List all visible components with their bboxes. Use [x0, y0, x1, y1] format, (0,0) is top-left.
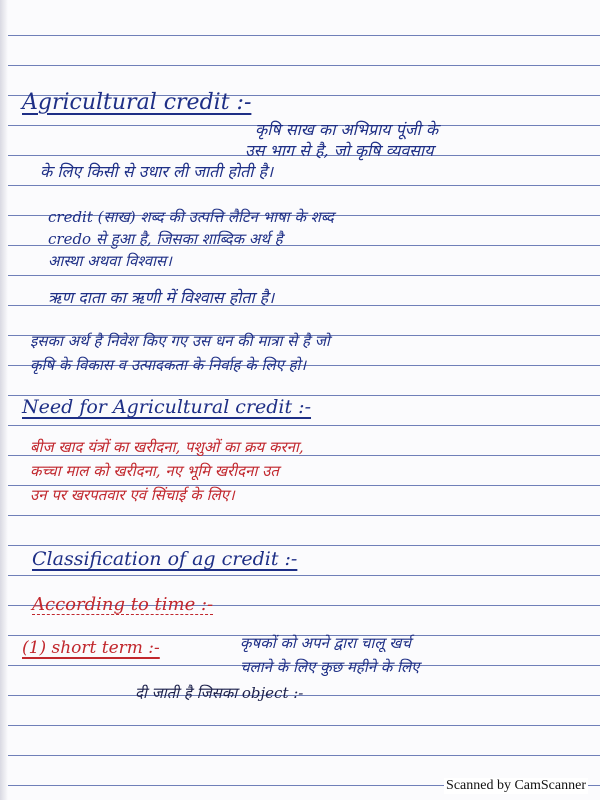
heading-agricultural-credit: Agricultural credit :- [22, 90, 252, 115]
para2-line1: credit (साख) शब्द की उत्पत्ति लैटिन भाषा के शब्द [48, 208, 334, 226]
para5-line3: उन पर खरपतवार एवं सिंचाई के लिए। [30, 486, 235, 504]
heading-according-to-time: According to time :- [32, 594, 214, 615]
heading-classification: Classification of ag credit :- [32, 548, 298, 570]
para5-line1: बीज खाद यंत्रों का खरीदना, पशुओं का क्रय करना, [30, 438, 304, 456]
para5-line2: कच्चा माल को खरीदना, नए भूमि खरीदना उत [30, 462, 279, 480]
scanner-watermark: Scanned by CamScanner [446, 778, 586, 793]
short-term-line3: दी जाती है जिसका object :- [135, 684, 304, 702]
para2-line2: credo से हुआ है, जिसका शाब्दिक अर्थ है [48, 230, 283, 248]
para1-line2: उस भाग से है, जो कृषि व्यवसाय [245, 141, 434, 160]
short-term-line2: चलाने के लिए कुछ महीने के लिए [240, 658, 420, 676]
para4-line1: इसका अर्थ है निवेश किए गए उस धन की मात्रा से है जो [30, 332, 330, 350]
para1-line1: कृषि साख का अभिप्राय पूंजी के [255, 120, 439, 139]
short-term-line1: कृषकों को अपने द्वारा चालू खर्च [240, 634, 412, 652]
short-term-label: (1) short term :- [22, 638, 160, 658]
para4-line2: कृषि के विकास व उत्पादकता के निर्वाह के लिए हो। [30, 356, 307, 374]
para2-line3: आस्था अथवा विश्वास। [48, 252, 172, 270]
heading-need-for-credit: Need for Agricultural credit :- [22, 396, 312, 418]
para3-line1: ऋण दाता का ऋणी में विश्वास होता है। [48, 288, 275, 307]
para1-line3: के लिए किसी से उधार ली जाती होती है। [40, 162, 274, 181]
